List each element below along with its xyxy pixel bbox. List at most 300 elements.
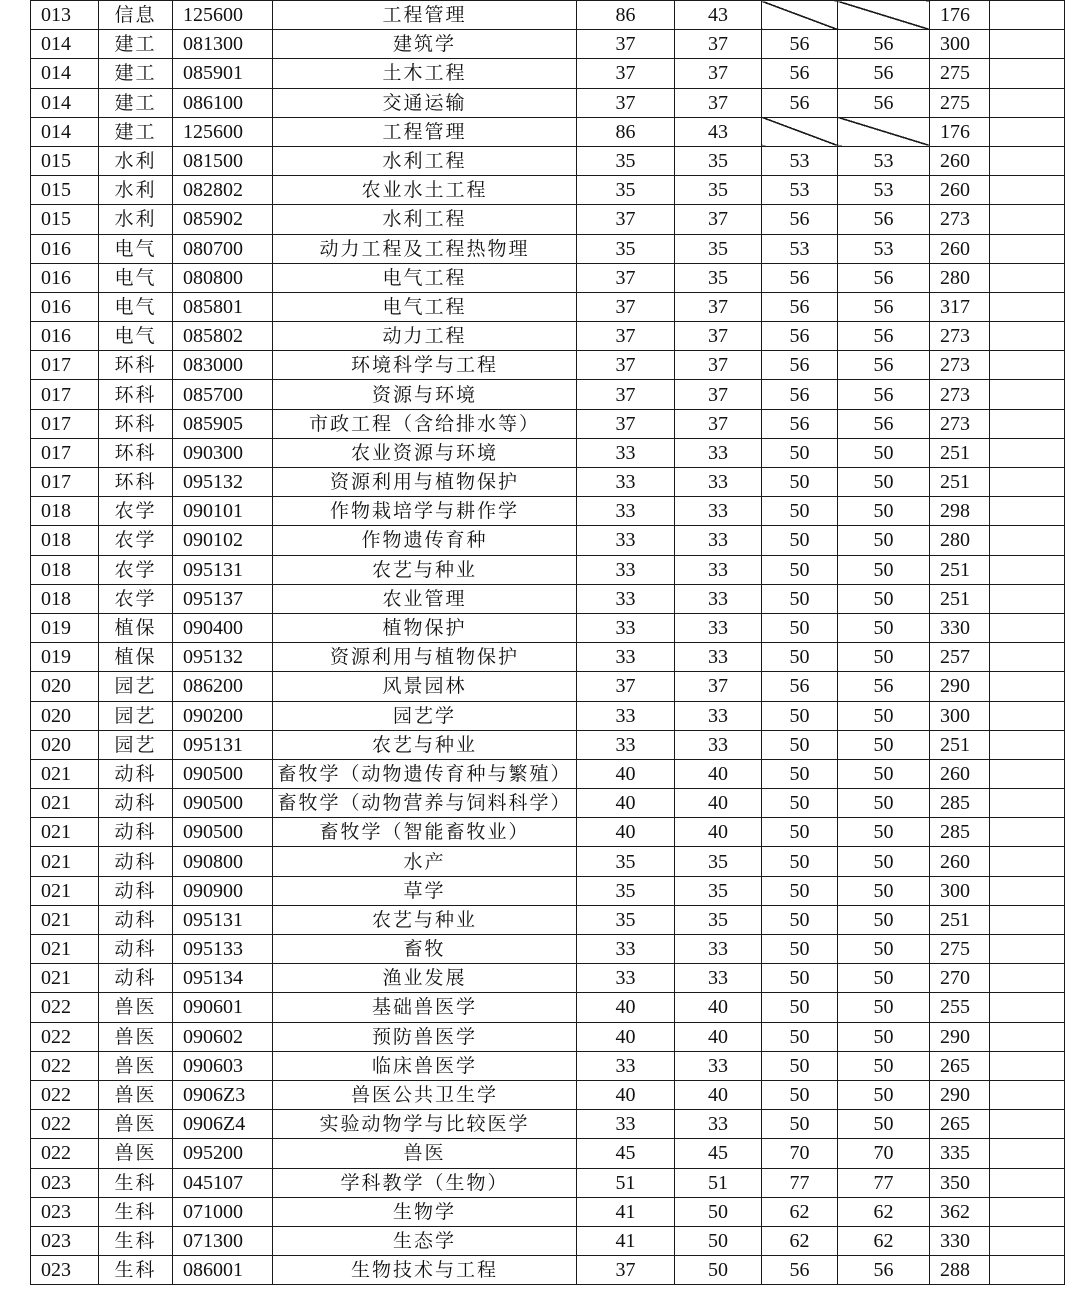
cell-score-total: 251 [930,438,990,467]
cell-major-code: 080700 [173,234,273,263]
cell-score-foreign-language: 37 [675,292,762,321]
cell-remarks [990,146,1065,175]
cell-major-code: 086100 [173,88,273,117]
cell-score-politics: 37 [577,30,675,59]
cell-score-politics: 37 [577,322,675,351]
cell-score-total: 350 [930,1168,990,1197]
cell-score-subject-two: 56 [838,88,930,117]
cell-major-code: 095132 [173,643,273,672]
cell-score-subject-two: 50 [838,935,930,964]
table-row [31,351,1065,380]
cell-major-code: 095137 [173,584,273,613]
cell-score-foreign-language: 33 [675,468,762,497]
cell-major-code: 086001 [173,1256,273,1285]
cell-score-foreign-language: 33 [675,613,762,642]
cell-college-code: 013 [31,1,99,30]
cell-score-total: 288 [930,1256,990,1285]
cell-college-short-name: 动科 [99,876,173,905]
cell-remarks [990,526,1065,555]
cell-score-foreign-language: 33 [675,438,762,467]
cell-major-code: 085802 [173,322,273,351]
cell-score-foreign-language: 37 [675,380,762,409]
cell-score-politics: 86 [577,117,675,146]
cell-score-subject-one: 50 [762,701,838,730]
cell-score-politics: 33 [577,438,675,467]
cell-score-foreign-language: 43 [675,117,762,146]
cell-major-code: 125600 [173,1,273,30]
cell-college-short-name: 植保 [99,613,173,642]
cell-remarks [990,613,1065,642]
cell-major-name: 工程管理 [273,117,577,146]
cell-college-short-name: 兽医 [99,1022,173,1051]
cell-major-name: 电气工程 [273,292,577,321]
cell-major-name: 水利工程 [273,205,577,234]
cell-score-politics: 45 [577,1139,675,1168]
table-row [31,847,1065,876]
table-row [31,1080,1065,1109]
cell-score-subject-one: 50 [762,438,838,467]
cell-score-foreign-language: 40 [675,1080,762,1109]
cell-score-subject-two: 50 [838,613,930,642]
cell-major-code: 095131 [173,730,273,759]
cell-score-total: 280 [930,263,990,292]
cell-college-short-name: 兽医 [99,1139,173,1168]
cell-remarks [990,759,1065,788]
cell-score-politics: 33 [577,526,675,555]
cell-score-politics: 40 [577,1022,675,1051]
cell-major-code: 095134 [173,964,273,993]
cell-score-subject-one: 56 [762,1256,838,1285]
cell-score-subject-two: 50 [838,1080,930,1109]
cell-college-short-name: 农学 [99,526,173,555]
cell-major-name: 建筑学 [273,30,577,59]
table-row [31,584,1065,613]
table-row [31,409,1065,438]
table-row [31,1,1065,30]
cell-score-foreign-language: 35 [675,905,762,934]
cell-major-code: 090102 [173,526,273,555]
cell-major-code: 0906Z4 [173,1110,273,1139]
cell-score-total: 257 [930,643,990,672]
cell-college-code: 022 [31,993,99,1022]
cell-major-name: 学科教学（生物） [273,1168,577,1197]
cell-remarks [990,876,1065,905]
cell-score-subject-one: 50 [762,1110,838,1139]
table-row [31,555,1065,584]
cell-college-short-name: 建工 [99,117,173,146]
cell-major-name: 基础兽医学 [273,993,577,1022]
cell-college-short-name: 生科 [99,1226,173,1255]
table-row [31,876,1065,905]
cell-college-code: 020 [31,730,99,759]
cell-score-politics: 33 [577,964,675,993]
cell-score-subject-two: 56 [838,351,930,380]
cell-remarks [990,935,1065,964]
cell-score-politics: 40 [577,818,675,847]
cell-score-total: 260 [930,847,990,876]
cell-remarks [990,88,1065,117]
cell-major-name: 农业管理 [273,584,577,613]
cell-college-short-name: 兽医 [99,1051,173,1080]
cell-remarks [990,555,1065,584]
table-row [31,234,1065,263]
cell-college-code: 022 [31,1051,99,1080]
cell-college-code: 017 [31,351,99,380]
cell-college-short-name: 兽医 [99,1110,173,1139]
cell-score-subject-one: 50 [762,468,838,497]
cell-major-code: 085801 [173,292,273,321]
cell-remarks [990,409,1065,438]
table-row [31,1197,1065,1226]
cell-score-politics: 33 [577,1051,675,1080]
cell-score-foreign-language: 37 [675,88,762,117]
cell-college-short-name: 动科 [99,759,173,788]
cell-score-foreign-language: 33 [675,497,762,526]
table-row [31,497,1065,526]
cell-major-name: 资源利用与植物保护 [273,468,577,497]
cell-remarks [990,1022,1065,1051]
cell-college-short-name: 生科 [99,1168,173,1197]
cell-college-code: 021 [31,818,99,847]
cell-college-code: 022 [31,1080,99,1109]
cell-major-code: 095133 [173,935,273,964]
table-row [31,1110,1065,1139]
table-row [31,322,1065,351]
cell-major-code: 085902 [173,205,273,234]
cell-score-subject-one: 50 [762,1022,838,1051]
cell-major-code: 090900 [173,876,273,905]
cell-score-subject-two: 50 [838,759,930,788]
table-row [31,438,1065,467]
cell-major-code: 095131 [173,905,273,934]
cell-score-subject-two: 50 [838,701,930,730]
cell-college-code: 021 [31,876,99,905]
cell-score-politics: 40 [577,1080,675,1109]
cell-score-foreign-language: 37 [675,205,762,234]
cell-score-politics: 41 [577,1226,675,1255]
cell-score-subject-two: 53 [838,146,930,175]
cell-major-code: 071300 [173,1226,273,1255]
cell-college-short-name: 生科 [99,1256,173,1285]
cell-score-politics: 35 [577,234,675,263]
cell-major-name: 资源与环境 [273,380,577,409]
cell-score-politics: 33 [577,555,675,584]
cell-score-subject-one: 62 [762,1197,838,1226]
cell-remarks [990,263,1065,292]
cell-score-subject-two: 56 [838,672,930,701]
cell-score-politics: 35 [577,876,675,905]
cell-score-subject-one: 50 [762,789,838,818]
cell-college-code: 019 [31,643,99,672]
cell-score-politics: 35 [577,146,675,175]
cell-score-subject-two: 56 [838,205,930,234]
table-row [31,730,1065,759]
cell-score-total: 290 [930,1022,990,1051]
cell-score-total: 251 [930,584,990,613]
cell-score-politics: 41 [577,1197,675,1226]
cell-score-subject-one: 56 [762,351,838,380]
cell-major-name: 市政工程（含给排水等） [273,409,577,438]
table-row [31,759,1065,788]
cell-score-subject-two [838,1,930,30]
cell-score-total: 273 [930,322,990,351]
cell-score-foreign-language: 33 [675,1110,762,1139]
cell-major-code: 083000 [173,351,273,380]
cell-college-code: 016 [31,234,99,263]
cell-score-subject-two: 50 [838,526,930,555]
cell-score-subject-two: 62 [838,1226,930,1255]
cell-score-politics: 37 [577,88,675,117]
cell-major-code: 090500 [173,789,273,818]
cell-major-name: 环境科学与工程 [273,351,577,380]
cell-score-total: 362 [930,1197,990,1226]
cell-score-subject-two: 50 [838,643,930,672]
cell-major-name: 电气工程 [273,263,577,292]
cell-college-code: 020 [31,672,99,701]
cell-college-code: 016 [31,292,99,321]
cell-college-code: 018 [31,526,99,555]
cell-score-subject-one: 50 [762,730,838,759]
cell-major-code: 090400 [173,613,273,642]
cell-college-code: 021 [31,905,99,934]
cell-remarks [990,1,1065,30]
cell-major-name: 兽医 [273,1139,577,1168]
cell-college-code: 017 [31,409,99,438]
cell-major-code: 090800 [173,847,273,876]
cell-score-total: 273 [930,205,990,234]
cell-remarks [990,993,1065,1022]
cell-college-code: 014 [31,59,99,88]
cell-college-short-name: 水利 [99,205,173,234]
cell-score-subject-one: 56 [762,292,838,321]
cell-score-subject-two: 56 [838,380,930,409]
cell-score-subject-two: 50 [838,497,930,526]
cell-score-subject-one: 50 [762,964,838,993]
cell-score-subject-one: 50 [762,847,838,876]
cell-college-code: 021 [31,964,99,993]
cell-score-subject-two [838,117,930,146]
cell-score-subject-one: 50 [762,1051,838,1080]
cell-remarks [990,847,1065,876]
cell-score-subject-one: 50 [762,905,838,934]
cell-score-total: 335 [930,1139,990,1168]
cell-remarks [990,1080,1065,1109]
table-row [31,88,1065,117]
cell-score-subject-two: 62 [838,1197,930,1226]
cell-college-short-name: 动科 [99,818,173,847]
cell-college-code: 014 [31,30,99,59]
cell-score-total: 251 [930,468,990,497]
cell-remarks [990,1139,1065,1168]
cell-score-subject-two: 53 [838,176,930,205]
cell-score-total: 285 [930,789,990,818]
table-row [31,30,1065,59]
cell-remarks [990,117,1065,146]
cell-score-subject-one: 50 [762,643,838,672]
cell-score-subject-one: 56 [762,409,838,438]
table-row [31,789,1065,818]
cell-remarks [990,964,1065,993]
cell-college-short-name: 信息 [99,1,173,30]
cell-major-code: 081300 [173,30,273,59]
cell-score-total: 265 [930,1051,990,1080]
cell-major-name: 动力工程及工程热物理 [273,234,577,263]
cell-score-subject-two: 50 [838,847,930,876]
cell-major-code: 095200 [173,1139,273,1168]
cell-score-total: 330 [930,1226,990,1255]
cell-major-name: 水利工程 [273,146,577,175]
cell-college-short-name: 动科 [99,789,173,818]
cell-score-foreign-language: 35 [675,263,762,292]
cell-major-code: 090500 [173,759,273,788]
cell-score-politics: 33 [577,1110,675,1139]
cell-major-name: 实验动物学与比较医学 [273,1110,577,1139]
cell-college-short-name: 园艺 [99,701,173,730]
cell-score-total: 260 [930,146,990,175]
cell-major-code: 090300 [173,438,273,467]
cell-score-politics: 33 [577,730,675,759]
cell-major-code: 090101 [173,497,273,526]
cell-major-code: 085901 [173,59,273,88]
cell-college-code: 015 [31,146,99,175]
cell-score-subject-two: 50 [838,555,930,584]
cell-score-politics: 37 [577,351,675,380]
cell-remarks [990,176,1065,205]
cell-major-name: 动力工程 [273,322,577,351]
cell-score-total: 300 [930,30,990,59]
cell-score-subject-two: 56 [838,1256,930,1285]
cell-score-subject-two: 56 [838,409,930,438]
cell-score-total: 273 [930,351,990,380]
cell-college-code: 020 [31,701,99,730]
cell-score-foreign-language: 33 [675,964,762,993]
cell-score-subject-one: 77 [762,1168,838,1197]
cell-college-short-name: 园艺 [99,730,173,759]
score-table-container [30,0,1064,1285]
cell-score-subject-one: 50 [762,818,838,847]
cell-college-code: 021 [31,935,99,964]
cell-remarks [990,1168,1065,1197]
cell-college-code: 018 [31,584,99,613]
cell-major-name: 预防兽医学 [273,1022,577,1051]
cell-score-subject-one: 56 [762,322,838,351]
cell-major-code: 0906Z3 [173,1080,273,1109]
cell-college-code: 016 [31,263,99,292]
cell-score-subject-two: 50 [838,1110,930,1139]
cell-remarks [990,584,1065,613]
cell-college-short-name: 动科 [99,935,173,964]
table-row [31,1022,1065,1051]
cell-score-total: 300 [930,876,990,905]
cell-score-total: 176 [930,117,990,146]
cell-score-total: 255 [930,993,990,1022]
cell-remarks [990,1226,1065,1255]
cell-score-total: 275 [930,935,990,964]
cell-score-subject-one: 50 [762,555,838,584]
table-row [31,818,1065,847]
cell-major-name: 畜牧学（动物遗传育种与繁殖） [273,759,577,788]
cell-score-politics: 86 [577,1,675,30]
cell-score-subject-two: 53 [838,234,930,263]
cell-major-name: 渔业发展 [273,964,577,993]
cell-score-total: 273 [930,409,990,438]
cell-college-short-name: 建工 [99,88,173,117]
cell-score-total: 265 [930,1110,990,1139]
cell-score-subject-one: 56 [762,88,838,117]
cell-remarks [990,380,1065,409]
cell-score-politics: 33 [577,643,675,672]
cell-score-subject-one: 70 [762,1139,838,1168]
cell-major-code: 081500 [173,146,273,175]
cell-score-subject-two: 70 [838,1139,930,1168]
cell-score-total: 251 [930,555,990,584]
cell-score-foreign-language: 33 [675,555,762,584]
cell-score-total: 176 [930,1,990,30]
table-row [31,526,1065,555]
cell-score-subject-one: 50 [762,526,838,555]
cell-score-subject-two: 50 [838,905,930,934]
cell-score-subject-one: 53 [762,176,838,205]
table-row [31,935,1065,964]
cell-score-politics: 37 [577,205,675,234]
cell-college-short-name: 环科 [99,380,173,409]
cell-score-politics: 33 [577,497,675,526]
cell-score-politics: 37 [577,380,675,409]
table-row [31,1256,1065,1285]
cell-score-subject-one: 50 [762,935,838,964]
cell-remarks [990,322,1065,351]
cell-score-politics: 35 [577,905,675,934]
cell-score-politics: 37 [577,59,675,88]
cell-college-short-name: 环科 [99,409,173,438]
cell-major-name: 植物保护 [273,613,577,642]
cell-score-subject-two: 50 [838,964,930,993]
cell-remarks [990,789,1065,818]
table-row [31,613,1065,642]
cell-college-code: 015 [31,176,99,205]
cell-score-subject-two: 50 [838,468,930,497]
cell-score-foreign-language: 33 [675,1051,762,1080]
cell-score-total: 290 [930,672,990,701]
cell-major-code: 086200 [173,672,273,701]
cell-score-total: 280 [930,526,990,555]
cell-score-politics: 40 [577,993,675,1022]
cell-major-code: 095132 [173,468,273,497]
cell-college-short-name: 动科 [99,847,173,876]
cell-score-foreign-language: 37 [675,59,762,88]
cell-score-subject-one: 62 [762,1226,838,1255]
cell-major-name: 工程管理 [273,1,577,30]
cell-score-total: 290 [930,1080,990,1109]
cell-major-name: 农艺与种业 [273,905,577,934]
cell-remarks [990,497,1065,526]
cell-score-total: 330 [930,613,990,642]
cell-college-short-name: 动科 [99,964,173,993]
table-row [31,380,1065,409]
cell-major-name: 生态学 [273,1226,577,1255]
cell-remarks [990,643,1065,672]
cell-score-foreign-language: 40 [675,789,762,818]
cell-score-subject-one: 56 [762,30,838,59]
cell-major-code: 090500 [173,818,273,847]
cell-score-subject-one: 56 [762,380,838,409]
cell-major-name: 园艺学 [273,701,577,730]
cell-major-code: 095131 [173,555,273,584]
cell-score-politics: 33 [577,701,675,730]
cell-college-short-name: 环科 [99,468,173,497]
cell-score-foreign-language: 50 [675,1197,762,1226]
cell-score-subject-two: 56 [838,322,930,351]
